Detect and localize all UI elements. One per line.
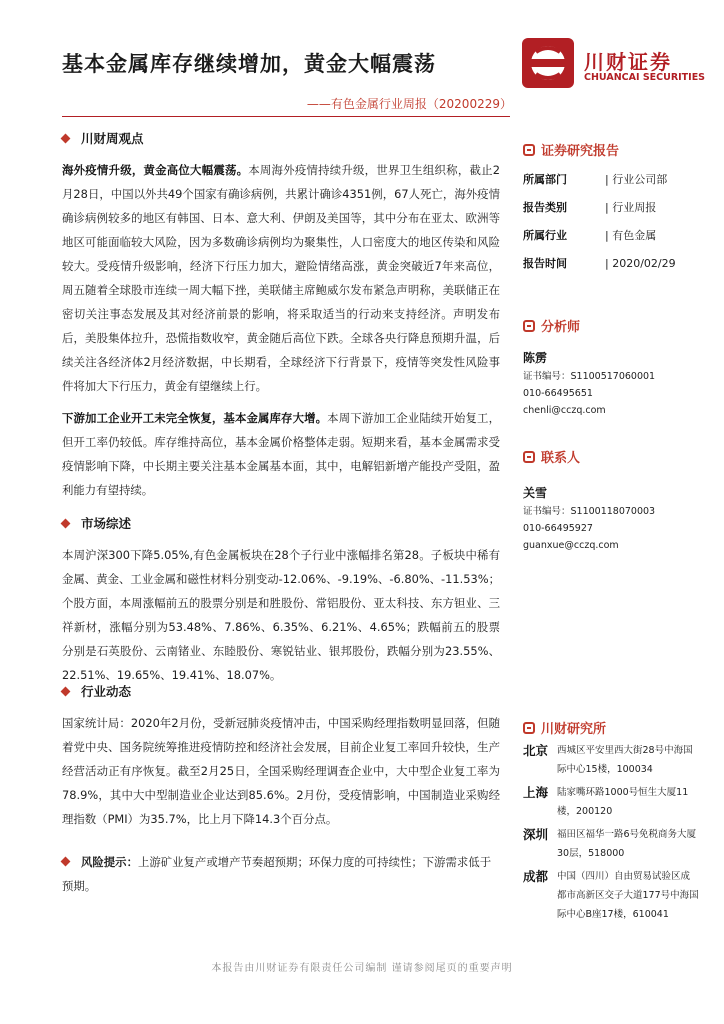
contact-icon: [523, 451, 535, 463]
contact-name: 关雪: [523, 486, 548, 500]
info-row-category: 报告类别 | 行业周报: [523, 201, 657, 214]
viewpoint-section: [62, 129, 500, 502]
analyst-name: 陈雳: [523, 351, 548, 365]
industry-section: [62, 682, 500, 831]
analyst-email[interactable]: chenli@cczq.com: [523, 405, 606, 416]
header-divider: [62, 116, 510, 117]
analyst-block: [523, 316, 701, 419]
diamond-bullet-icon: [61, 857, 71, 867]
chuancai-logo-icon: [522, 38, 574, 88]
office-beijing: 北京 西城区平安里西大街28号中海国际中心15楼，100034: [523, 743, 693, 775]
logo-english-name: CHUANCAI SECURITIES: [584, 72, 706, 83]
analyst-phone: 010-66495651: [523, 388, 593, 399]
analyst-heading: 分析师: [523, 316, 701, 335]
viewpoint-heading: 川财周观点: [62, 129, 500, 147]
contact-phone: 010-66495927: [523, 523, 593, 534]
info-row-department: 所属部门 | 行业公司部: [523, 173, 668, 186]
contact-cert: 证书编号：S1100118070003: [523, 506, 656, 517]
report-info-block: [523, 140, 701, 277]
contact-heading: 联系人: [523, 447, 701, 466]
analyst-cert: 证书编号：S1100517060001: [523, 371, 656, 382]
logo-chinese-name: 川财证券: [584, 50, 672, 74]
market-section: [62, 514, 500, 687]
diamond-bullet-icon: [61, 519, 71, 529]
info-row-industry: 所属行业 | 有色金属: [523, 229, 657, 242]
institute-icon: [523, 722, 535, 734]
diamond-bullet-icon: [61, 687, 71, 697]
diamond-bullet-icon: [61, 134, 71, 144]
risk-section: [62, 850, 500, 898]
market-paragraph: 本周沪深300下降5.05%,有色金属板块在28个子行业中涨幅排名第28。子板块中稀有金属、黄金、工业金属和磁性材料分别变动-12.06%、-9.19%、-6.80%、-11.53%；个股方面，本周涨幅前五的股票分别是和胜股份、常铝股份、亚太科技、东方钽业、三祥新材，涨幅分别为53.48%、7.86%、6.35%、6.21%、4.65%；跌幅前五的股票分别是石英股份、云南锗业、东睦股份、寒锐钴业、银邦股份，跌幅分别为23.55%、22.51%、19.65%、19.41%、18.07%。: [62, 548, 500, 682]
office-shanghai: 上海 陆家嘴环路1000号恒生大厦11楼，200120: [523, 785, 689, 817]
report-icon: [523, 144, 535, 156]
contact-email[interactable]: guanxue@cczq.com: [523, 540, 619, 551]
industry-heading: 行业动态: [62, 682, 500, 700]
analyst-icon: [523, 320, 535, 332]
report-info-heading: 证券研究报告: [523, 140, 701, 159]
info-row-date: 报告时间 | 2020/02/29: [523, 256, 676, 270]
office-chengdu: 成都 中国（四川）自由贸易试验区成都市高新区交子大道177号中海国际中心B座17楼，610041: [523, 869, 699, 920]
viewpoint-paragraph-2: 下游加工企业开工未完全恢复，基本金属库存大增。本周下游加工企业陆续开始复工，但开工率仍较低。库存维持高位，基本金属价格整体走弱。短期来看，基本金属需求受疫情影响下降，中长期主要关注基本金属基本面，其中，电解铝新增产能投产受阻，盈利能力有望持续。: [62, 411, 500, 497]
viewpoint-paragraph-1: 海外疫情升级，黄金高位大幅震荡。本周海外疫情持续升级，世界卫生组织称，截止2月28日，中国以外共49个国家有确诊病例，共累计确诊4351例，67人死亡，海外疫情确诊病例较多的地区有韩国、日本、意大利、伊朗及美国等，其中分布在亚太、欧洲等地区可能面临较大风险，因为多数确诊病例均为聚集性，人口密度大的地区传染和风险较大。受疫情升级影响，经济下行压力加大，避险情绪高涨，黄金突破近7年来高位，周五随着全球股市连续一周大幅下挫，美联储主席鲍威尔发布紧急声明称，美联储正在密切关注事态发展及其对经济前景的影响，将采取适当的行动来支持经济。声明发布后，美股集体拉升，恐慌指数收窄，黄金随后高位下跌。全球各央行降息预期升温，后续关注各经济体2月经济数据，中长期看，全球经济下行背景下，疫情等突发性风险事件将加大下行压力，黄金有望继续上行。: [62, 163, 500, 393]
report-subtitle: ——有色金属行业周报（20200229）: [306, 97, 512, 111]
footer-disclaimer: 本报告由川财证券有限责任公司编制 谨请参阅尾页的重要声明: [211, 963, 513, 974]
risk-paragraph: 风险提示：上游矿业复产或增产节奏超预期；环保力度的可持续性；下游需求低于预期。: [62, 855, 492, 893]
office-shenzhen: 深圳 福田区福华一路6号免税商务大厦30层，518000: [523, 827, 697, 859]
institute-heading: 川财研究所: [523, 718, 701, 737]
market-heading: 市场综述: [62, 514, 500, 532]
contact-block: [523, 447, 701, 554]
risk-label: 风险提示：: [81, 855, 138, 869]
industry-paragraph: 国家统计局：2020年2月份，受新冠肺炎疫情冲击，中国采购经理指数明显回落，但随着党中央、国务院统筹推进疫情防控和经济社会发展，目前企业复工率回升较快，生产经营活动正有序恢复。截至2月25日，全国采购经理调查企业中，大中型企业复工率为78.9%，其中大中型制造业企业达到85.6%。2月份，受疫情影响，中国制造业采购经理指数（PMI）为35.7%，比上月下降14.3个百分点。: [62, 716, 500, 826]
report-title: 基本金属库存继续增加，黄金大幅震荡: [62, 52, 436, 76]
institute-block: [523, 718, 701, 924]
